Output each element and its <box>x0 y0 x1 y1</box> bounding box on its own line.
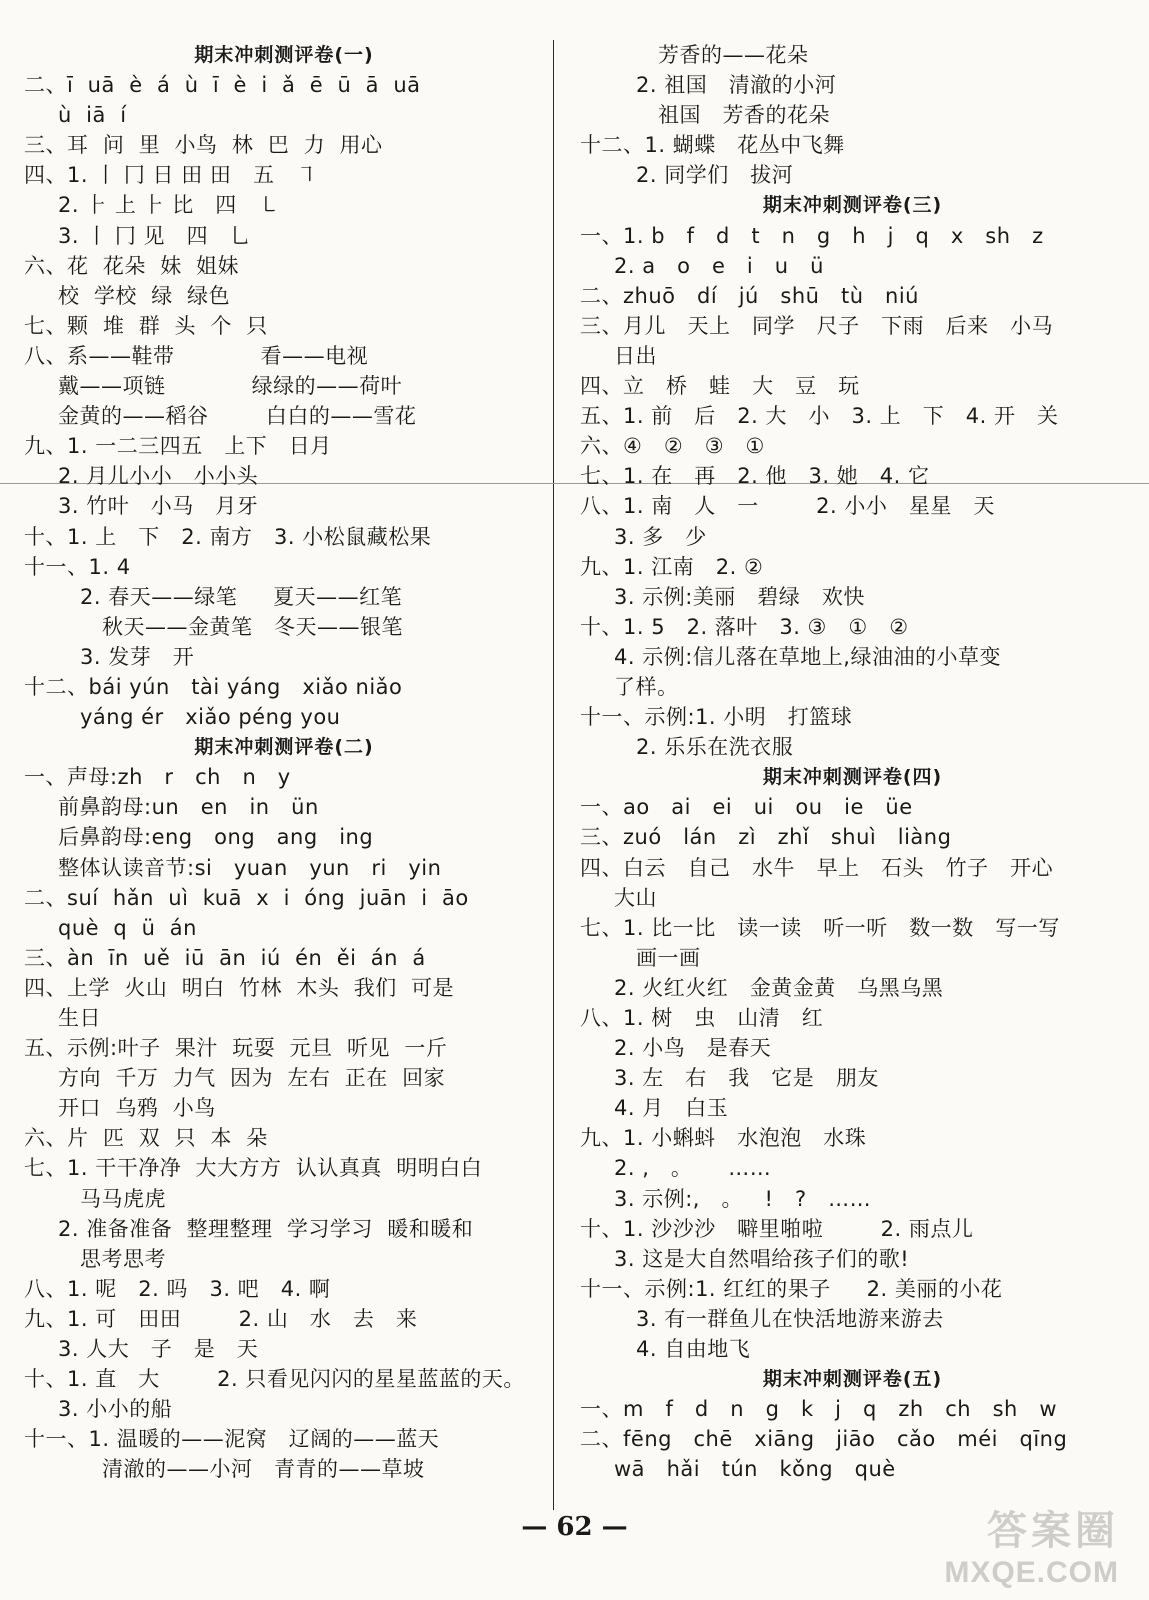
left-answer-column <box>24 40 544 1485</box>
right-answer-line: 十二、1. 蝴蝶 花丛中飞舞 <box>580 133 845 158</box>
right-answer-line: 九、1. 江南 2. ② <box>580 554 764 579</box>
watermark-logo <box>944 1499 1119 1590</box>
left-answer-line: 金黄的——稻谷 白白的——雪花 <box>58 404 417 429</box>
right-answer-line: 3. 左 右 我 它是 朋友 <box>614 1066 879 1091</box>
right-answer-line: 3. 有一群鱼儿在快活地游来游去 <box>636 1306 944 1331</box>
page-number: — 62 — <box>521 1512 628 1542</box>
right-answer-line: 日出 <box>614 343 657 368</box>
left-answer-line: 六、片 匹 双 只 本 朵 <box>24 1126 268 1151</box>
right-answer-line: 4. 自由地飞 <box>636 1337 751 1362</box>
left-answer-line: 三、耳 问 里 小鸟 林 巴 力 用心 <box>24 133 383 158</box>
right-answer-column <box>580 40 1125 1485</box>
left-answer-line: 十、1. 上 下 2. 南方 3. 小松鼠藏松果 <box>24 524 432 549</box>
right-answer-line: 十一、示例:1. 红红的果子 2. 美丽的小花 <box>580 1276 1003 1301</box>
left-answer-line: 九、1. 一二三四五 上下 日月 <box>24 434 332 459</box>
left-answer-line: 五、示例:叶子 果汁 玩耍 元旦 听见 一斤 <box>24 1036 448 1061</box>
right-answer-line: 二、zhuō dí jú shū tù niú <box>580 283 919 308</box>
left-answer-line: 2. 月儿小小 小小头 <box>58 464 259 489</box>
right-answer-line: 2. 乐乐在洗衣服 <box>636 735 794 760</box>
left-answer-line: 2. ⺊ 上 ⺊ 比 四 ㇄ <box>58 193 280 218</box>
right-answer-line: 3. 多 少 <box>614 524 707 549</box>
left-answer-line: 九、1. 可 田田 2. 山 水 去 来 <box>24 1306 418 1331</box>
left-answer-line: 3. 人大 子 是 天 <box>58 1337 259 1362</box>
right-answer-line: 七、1. 比一比 读一读 听一听 数一数 写一写 <box>580 915 1060 940</box>
right-answer-line: 4. 示例:信儿落在草地上,绿油油的小草变 <box>614 644 1001 669</box>
right-answer-line: 2. 火红火红 金黄金黄 乌黑乌黑 <box>614 975 944 1000</box>
right-answer-line: 2. 小鸟 是春天 <box>614 1036 772 1061</box>
right-answer-line: 十、1. 沙沙沙 噼里啪啦 2. 雨点儿 <box>580 1216 974 1241</box>
left-answer-line: 清澈的——小河 青青的——草坡 <box>102 1457 425 1482</box>
left-answer-line: 3. 发芽 开 <box>80 644 195 669</box>
right-answer-line: 2. 同学们 拔河 <box>636 163 794 188</box>
right-answer-line: 三、zuó lán zì zhǐ shuì liàng <box>580 825 952 850</box>
right-section-title: 期末冲刺测评卷(五) <box>762 1368 943 1391</box>
watermark-line1: 答案圈 <box>987 1509 1119 1553</box>
left-answer-line: 十一、1. 4 <box>24 554 131 579</box>
right-answer-line: 了样。 <box>614 674 679 699</box>
left-answer-line: què q ü án <box>58 915 197 940</box>
left-answer-line: 2. 春天——绿笔 夏天——红笔 <box>80 584 403 609</box>
left-answer-line: 戴——项链 绿绿的——荷叶 <box>58 374 403 399</box>
right-answer-line: 画一画 <box>636 945 701 970</box>
right-answer-line: 四、白云 自己 水牛 早上 石头 竹子 开心 <box>580 855 1054 880</box>
left-answer-line: 十二、bái yún tài yáng xiǎo niǎo <box>24 674 403 699</box>
right-answer-line: 十一、示例:1. 小明 打篮球 <box>580 705 853 730</box>
left-answer-line: 后鼻韵母:eng ong ang ing <box>58 825 374 850</box>
column-divider <box>553 40 554 1510</box>
left-answer-line: 七、颗 堆 群 头 个 只 <box>24 313 268 338</box>
left-section-title: 期末冲刺测评卷(二) <box>194 736 374 759</box>
left-answer-line: 二、suí hǎn uì kuā x i óng juān i āo <box>24 885 469 910</box>
right-section-title: 期末冲刺测评卷(三) <box>762 194 943 217</box>
left-answer-line: 秋天——金黄笔 冬天——银笔 <box>102 614 404 639</box>
left-answer-line: 三、àn īn uě iū ān iú én ěi án á <box>24 945 426 970</box>
right-answer-line: 3. 这是大自然唱给孩子们的歌! <box>614 1246 910 1271</box>
right-answer-line: 五、1. 前 后 2. 大 小 3. 上 下 4. 开 关 <box>580 404 1059 429</box>
left-answer-line: 方向 千万 力气 因为 左右 正在 回家 <box>58 1066 446 1091</box>
left-answer-line: 3. 小小的船 <box>58 1397 173 1422</box>
left-answer-line: 马马虎虎 <box>80 1186 166 1211</box>
right-answer-line: 芳香的——花朵 <box>658 43 809 67</box>
right-answer-line: 4. 月 白玉 <box>614 1096 729 1121</box>
right-answer-line: 九、1. 小蝌蚪 水泡泡 水珠 <box>580 1126 867 1151</box>
left-answer-line: 七、1. 干干净净 大大方方 认认真真 明明白白 <box>24 1156 483 1181</box>
left-answer-line: 整体认读音节:si yuan yun ri yin <box>58 855 442 880</box>
right-answer-line: 八、1. 树 虫 山清 红 <box>580 1006 824 1030</box>
left-answer-line: 3. 竹叶 小马 月牙 <box>58 494 259 519</box>
left-answer-line: 六、花 花朵 妹 姐妹 <box>24 253 240 278</box>
left-answer-line: yáng ér xiǎo péng you <box>80 705 341 730</box>
right-answer-line: 一、m f d n g k j q zh ch sh w <box>580 1397 1058 1422</box>
watermark-line2: MXQE.COM <box>944 1556 1119 1589</box>
left-answer-line: 八、1. 呢 2. 吗 3. 吧 4. 啊 <box>24 1276 331 1301</box>
right-answer-line: 六、④ ② ③ ① <box>580 434 765 459</box>
left-answer-line: 前鼻韵母:un en in ün <box>58 795 319 820</box>
right-answer-line: 七、1. 在 再 2. 他 3. 她 4. 它 <box>580 464 930 489</box>
left-answer-line: 四、1. 丨 冂 日 田 田 五 ㇕ <box>24 163 318 188</box>
left-answer-line: 生日 <box>58 1006 101 1030</box>
left-section-title: 期末冲刺测评卷(一) <box>194 44 374 66</box>
left-answer-line: 2. 准备准备 整理整理 学习学习 暖和暖和 <box>58 1216 474 1241</box>
right-answer-line: wā hǎi tún kǒng què <box>614 1457 896 1482</box>
right-answer-line: 2. 祖国 清澈的小河 <box>636 73 837 98</box>
right-answer-line: 3. 示例:美丽 碧绿 欢快 <box>614 584 865 609</box>
left-answer-line: 十一、1. 温暖的——泥窝 辽阔的——蓝天 <box>24 1427 440 1452</box>
left-answer-line: 二、ī uā è á ù ī è i ǎ ē ū ā uā <box>24 73 421 98</box>
right-section-title: 期末冲刺测评卷(四) <box>762 766 943 789</box>
right-answer-line: 三、月儿 天上 同学 尺子 下雨 后来 小马 <box>580 313 1054 338</box>
right-answer-line: 八、1. 南 人 一 2. 小小 星星 天 <box>580 494 995 519</box>
left-answer-line: 校 学校 绿 绿色 <box>58 283 231 308</box>
left-answer-line: 一、声母:zh r ch n y <box>24 765 291 790</box>
right-answer-line: 一、1. b f d t n g h j q x sh z <box>580 223 1044 248</box>
right-answer-line: 大山 <box>614 885 657 910</box>
right-answer-line: 一、ao ai ei ui ou ie üe <box>580 795 913 820</box>
right-answer-line: 2. , 。 …… <box>614 1156 772 1181</box>
left-answer-line: 十、1. 直 大 2. 只看见闪闪的星星蓝蓝的天。 <box>24 1367 525 1392</box>
right-answer-line: 四、立 桥 蛙 大 豆 玩 <box>580 374 860 399</box>
left-answer-line: ù iā í <box>58 103 127 128</box>
right-answer-line: 二、fēng chē xiāng jiāo cǎo méi qīng <box>580 1427 1068 1452</box>
left-answer-line: 八、系——鞋带 看——电视 <box>24 343 369 368</box>
right-answer-line: 3. 示例:, 。 ! ? …… <box>614 1186 872 1211</box>
left-answer-line: 思考思考 <box>80 1246 166 1271</box>
right-answer-line: 2. a o e i u ü <box>614 253 824 278</box>
left-answer-line: 四、上学 火山 明白 竹林 木头 我们 可是 <box>24 975 455 1000</box>
left-answer-line: 开口 乌鸦 小鸟 <box>58 1096 216 1121</box>
right-answer-line: 十、1. 5 2. 落叶 3. ③ ① ② <box>580 614 909 639</box>
right-answer-line: 祖国 芳香的花朵 <box>658 103 831 128</box>
left-answer-line: 3. 丨 冂 见 四 乚 <box>58 223 252 248</box>
